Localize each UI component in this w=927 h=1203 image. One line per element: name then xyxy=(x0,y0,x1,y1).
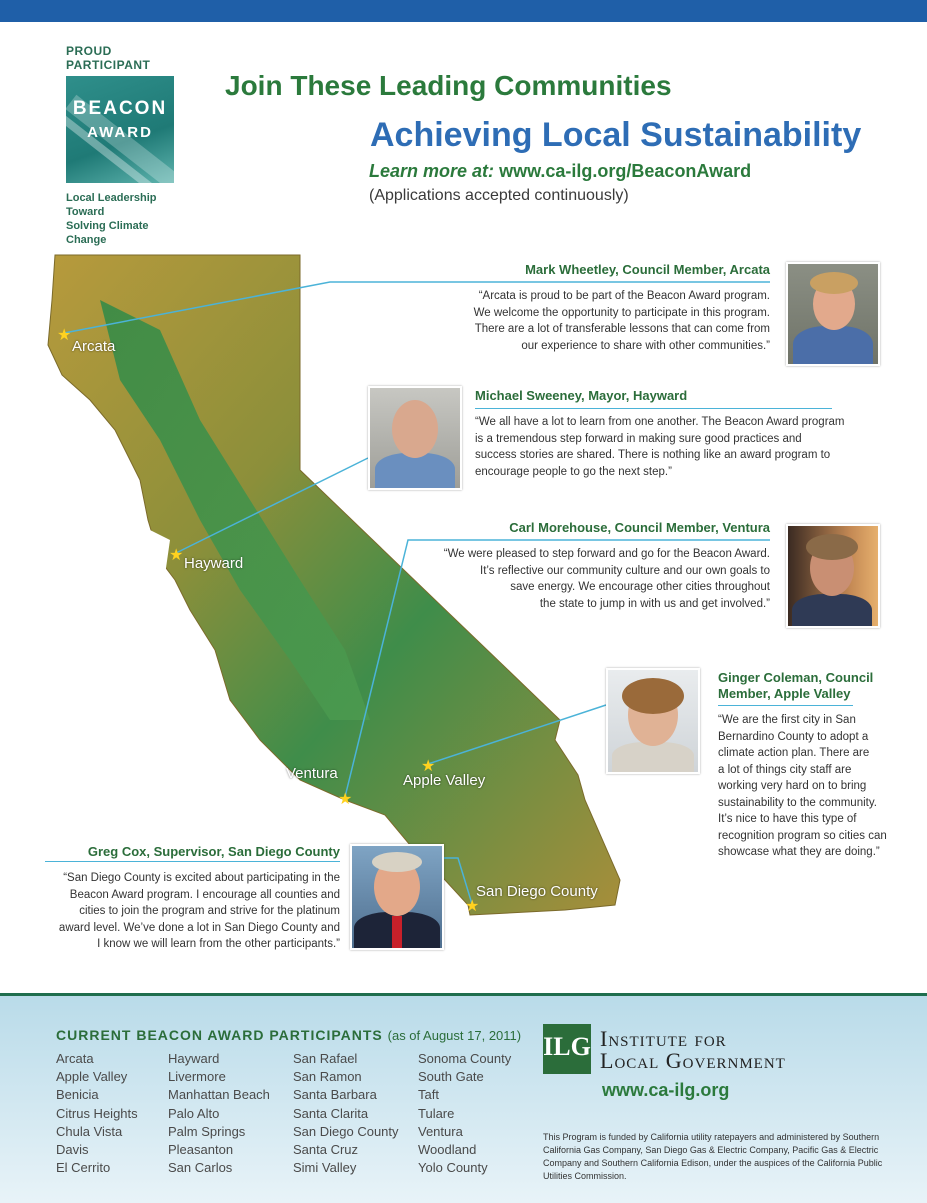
participant-item: Palm Springs xyxy=(168,1123,246,1139)
quote-line: save energy. We encourage other cities throughout xyxy=(510,581,770,593)
quote-line: the state to jump in with us and get involved.” xyxy=(539,597,770,610)
quote-line: “San Diego County is excited about participating in the xyxy=(63,872,340,884)
participant-item: Apple Valley xyxy=(56,1069,128,1085)
participant-item: Santa Barbara xyxy=(293,1087,377,1103)
quote-line: “We are the first city in San xyxy=(718,714,856,726)
applications-note: (Applications accepted continuously) xyxy=(369,187,629,204)
participants-heading: CURRENT BEACON AWARD PARTICIPANTS xyxy=(56,1027,383,1043)
quote-line: award level. We’ve done a lot in San Diego County and xyxy=(58,921,340,934)
participant-item: Santa Clarita xyxy=(293,1105,369,1121)
participant-item: Chula Vista xyxy=(56,1123,123,1139)
learn-more-label: Learn more at: xyxy=(369,161,495,181)
quote-line: “Arcata is proud to be part of the Beacon Award program. xyxy=(478,290,770,302)
quote-line: Bernardino County to adopt a xyxy=(718,730,869,743)
quote-san-diego-rule xyxy=(45,861,340,862)
participants-column-1 xyxy=(56,1050,138,1177)
participant-item: Benicia xyxy=(56,1087,99,1103)
participant-item: Citrus Heights xyxy=(56,1105,138,1121)
participant-item: Simi Valley xyxy=(293,1160,357,1176)
learn-more xyxy=(369,161,751,182)
top-color-bar xyxy=(0,0,927,22)
ilg-name-line-2: Local Government xyxy=(600,1048,786,1073)
ilg-logo-icon: ILG xyxy=(543,1024,591,1074)
quote-ventura xyxy=(410,520,770,612)
quote-line: climate action plan. There are xyxy=(718,747,870,759)
participants-title xyxy=(56,1027,521,1043)
participant-item: Arcata xyxy=(56,1051,94,1066)
page-title: Join These Leading Communities xyxy=(225,70,672,101)
participants-column-3 xyxy=(293,1050,399,1177)
participant-item: Ventura xyxy=(418,1123,463,1139)
beacon-award-badge xyxy=(66,44,180,247)
badge-tagline-1: Local Leadership Toward xyxy=(66,192,157,218)
participant-item: Tulare xyxy=(418,1105,455,1121)
participant-item: Taft xyxy=(418,1087,439,1103)
quote-line: It’s nice to have this type of xyxy=(718,813,857,825)
participant-item: San Diego County xyxy=(293,1123,399,1139)
participant-item: Sonoma County xyxy=(418,1051,512,1066)
quote-hayward xyxy=(475,388,875,480)
photo-michael-sweeney xyxy=(368,386,462,490)
participant-item: Yolo County xyxy=(418,1160,488,1176)
participants-as-of: (as of August 17, 2011) xyxy=(387,1028,522,1043)
photo-ginger-coleman xyxy=(606,668,700,774)
participants-column-2 xyxy=(168,1050,270,1177)
quote-hayward-rule xyxy=(475,408,832,409)
city-label-arcata: Arcata xyxy=(72,338,116,355)
photo-greg-cox xyxy=(350,844,444,950)
beacon-logo-icon xyxy=(66,76,174,183)
participant-item: Santa Cruz xyxy=(293,1142,359,1158)
participant-item: El Cerrito xyxy=(56,1160,111,1176)
city-label-ventura: Ventura xyxy=(286,765,338,782)
photo-mark-wheetley xyxy=(786,262,880,366)
quote-hayward-name: Michael Sweeney, Mayor, Hayward xyxy=(475,388,688,403)
badge-award: AWARD xyxy=(87,124,153,141)
quote-line: “We were pleased to step forward and go for the Beacon Award. xyxy=(443,548,770,560)
quote-line: recognition program so cities can xyxy=(718,829,887,842)
quote-line: showcase what they are doing.” xyxy=(718,846,880,858)
quote-line: sustainability to the community. xyxy=(718,796,877,809)
photo-carl-morehouse xyxy=(786,524,880,628)
participant-item: San Rafael xyxy=(293,1051,358,1066)
quote-apple-valley xyxy=(718,670,908,861)
ilg-website-link[interactable]: www.ca-ilg.org xyxy=(602,1080,730,1100)
quote-san-diego-name: Greg Cox, Supervisor, San Diego County xyxy=(87,844,340,859)
participant-item: San Ramon xyxy=(293,1069,362,1085)
quote-arcata xyxy=(420,262,770,354)
quote-apple-valley-name-2: Member, Apple Valley xyxy=(718,686,851,701)
star-icon: ★ xyxy=(465,896,480,915)
star-icon: ★ xyxy=(338,789,353,808)
star-icon: ★ xyxy=(169,545,184,564)
quote-apple-valley-name-1: Ginger Coleman, Council xyxy=(718,670,874,685)
badge-beacon: BEACON xyxy=(72,98,168,119)
quote-line: success stories are shared. There is nothing like an award program to xyxy=(475,449,831,461)
star-icon: ★ xyxy=(421,756,436,775)
quote-apple-valley-rule xyxy=(718,705,853,706)
ilg-name-line-1: Institute for xyxy=(600,1026,727,1051)
quote-line: working very hard on to bring xyxy=(718,780,867,792)
participant-item: Woodland xyxy=(418,1142,477,1158)
quote-line: I know we will learn from the other participants.” xyxy=(97,938,340,950)
quote-line: Beacon Award program. I encourage all counties and xyxy=(69,888,340,901)
learn-more-link[interactable]: www.ca-ilg.org/BeaconAward xyxy=(499,161,752,181)
badge-participant: PARTICIPANT xyxy=(66,58,151,72)
quote-line: We welcome the opportunity to participate in this program. xyxy=(473,306,770,319)
quote-line: our experience to share with other communities.” xyxy=(521,339,770,352)
quote-ventura-name: Carl Morehouse, Council Member, Ventura xyxy=(509,520,770,535)
quote-line: a lot of things city staff are xyxy=(718,763,852,776)
quote-line: is a tremendous step forward in making sure good practices and xyxy=(475,432,802,445)
participant-item: Hayward xyxy=(168,1051,220,1066)
quote-line: cities to join the program and strive for the platinum xyxy=(79,905,340,917)
quote-arcata-name: Mark Wheetley, Council Member, Arcata xyxy=(525,262,770,277)
badge-tagline-2: Solving Climate Change xyxy=(66,220,149,246)
participant-item: Pleasanton xyxy=(168,1142,234,1158)
participant-item: Livermore xyxy=(168,1069,226,1085)
city-label-apple-valley: Apple Valley xyxy=(403,772,486,789)
star-icon: ★ xyxy=(57,325,72,344)
badge-proud: PROUD xyxy=(66,44,112,58)
funding-fine-print: This Program is funded by California utility ratepayers and administered by Southern California Gas Company, San Diego Gas & Electric Company, Pacific Gas & Electric Company and Southern California Edison, under the auspices of the California Public Utilities Commission. xyxy=(543,1132,883,1181)
ilg-founded: FOUNDED 1955 xyxy=(548,1070,586,1076)
city-label-san-diego: San Diego County xyxy=(476,883,598,900)
quote-line: There are a lot of transferable lessons that can come from xyxy=(474,323,770,335)
city-label-hayward: Hayward xyxy=(184,555,244,572)
page-subtitle: Achieving Local Sustainability xyxy=(370,116,862,154)
participant-item: Manhattan Beach xyxy=(168,1087,270,1103)
participant-item: San Carlos xyxy=(168,1160,233,1176)
participant-item: South Gate xyxy=(418,1069,484,1085)
quote-line: It’s reflective our community culture and our own goals to xyxy=(480,564,770,577)
quote-line: encourage people to go the next step.” xyxy=(475,465,672,478)
participant-item: Palo Alto xyxy=(168,1105,220,1121)
participants-column-4 xyxy=(418,1050,511,1177)
participant-item: Davis xyxy=(56,1142,89,1158)
quote-line: “We all have a lot to learn from one another. The Beacon Award program xyxy=(475,416,845,428)
